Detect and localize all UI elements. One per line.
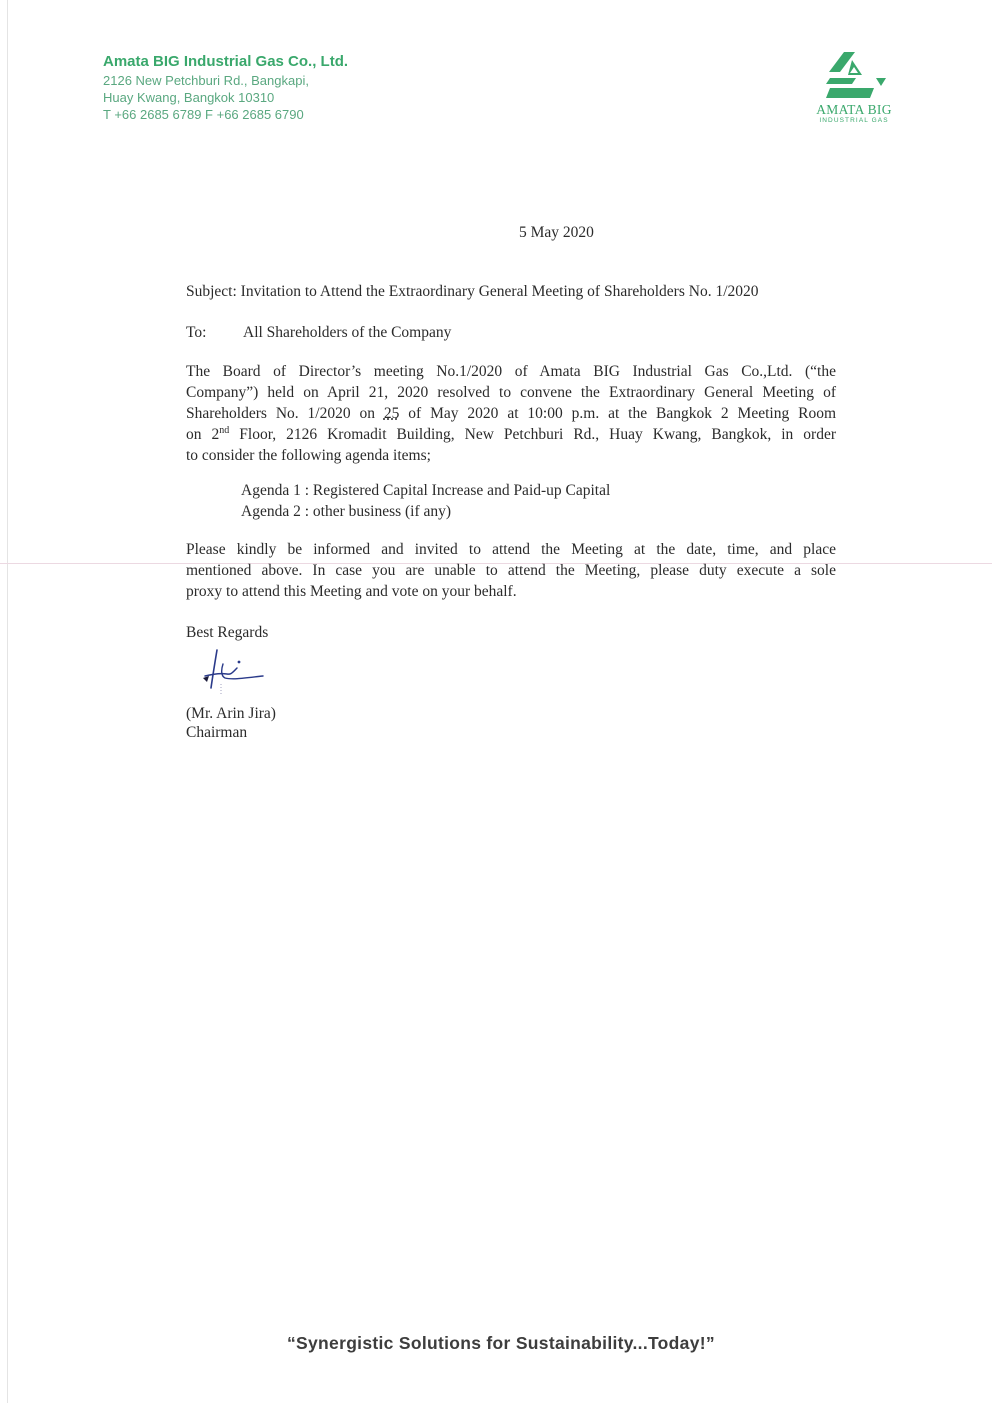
signer-name: (Mr. Arin Jira) — [186, 705, 276, 722]
agenda-item-2: Agenda 2 : other business (if any) — [241, 503, 452, 520]
body-p2-line-3: proxy to attend this Meeting and vote on your behalf. — [186, 583, 517, 600]
signer-title: Chairman — [186, 724, 248, 741]
scan-edge — [7, 0, 8, 1403]
letter-subject: Subject: Invitation to Attend the Extraordinary General Meeting of Shareholders No. 1/2020 — [186, 283, 759, 300]
body-p2-line-1: Please kindly be informed and invited to attend the Meeting at the date, time, and place — [186, 541, 836, 558]
body-p1-line-5: to consider the following agenda items; — [186, 447, 431, 464]
contact-line: T +66 2685 6789 F +66 2685 6790 — [103, 107, 304, 122]
body-p1-line-3 — [186, 403, 836, 424]
body-p1-line-4 — [186, 424, 836, 445]
body-paragraph-2 — [186, 539, 836, 602]
body-paragraph-1 — [186, 361, 836, 466]
recipient-label: To: — [186, 324, 207, 341]
closing-salutation: Best Regards — [186, 624, 269, 641]
agenda-item-1: Agenda 1 : Registered Capital Increase and Paid-up Capital — [241, 482, 611, 499]
body-p1-line-2: Company”) held on April 21, 2020 resolved to convene the Extraordinary General Meeting of — [186, 384, 836, 401]
recipient-value: All Shareholders of the Company — [243, 324, 452, 341]
meeting-day: 25 — [383, 405, 400, 422]
handwritten-signature — [195, 644, 275, 696]
amata-big-logo-icon — [800, 48, 908, 104]
letterhead-company-block — [103, 52, 348, 123]
company-logo — [800, 48, 908, 134]
floor-suffix: nd — [219, 424, 230, 436]
logo-subtext: INDUSTRIAL GAS — [819, 117, 889, 124]
letter-date: 5 May 2020 — [519, 224, 594, 241]
body-p1-line-4-start: on 2 — [186, 426, 220, 443]
logo-wordmark: AMATA BIG — [816, 102, 892, 117]
company-name: Amata BIG Industrial Gas Co., Ltd. — [103, 53, 349, 70]
address-line-2: Huay Kwang, Bangkok 10310 — [103, 90, 275, 105]
body-p1-line-3-start: Shareholders No. 1/2020 on — [186, 405, 384, 422]
body-p1-line-1: The Board of Director’s meeting No.1/2020 of Amata BIG Industrial Gas Co.,Ltd. (“the — [186, 363, 836, 380]
body-p2-line-2: mentioned above. In case you are unable to attend the Meeting, please duty execute a sole — [186, 562, 836, 579]
body-p1-line-3-end: of May 2020 at 10:00 p.m. at the Bangkok 2 Meeting Room — [399, 405, 836, 422]
address-line-1: 2126 New Petchburi Rd., Bangkapi, — [103, 73, 309, 88]
body-p1-line-4-end: Floor, 2126 Kromadit Building, New Petchburi Rd., Huay Kwang, Bangkok, in order — [229, 426, 837, 443]
footer-slogan: “Synergistic Solutions for Sustainability...Today!” — [287, 1333, 715, 1353]
